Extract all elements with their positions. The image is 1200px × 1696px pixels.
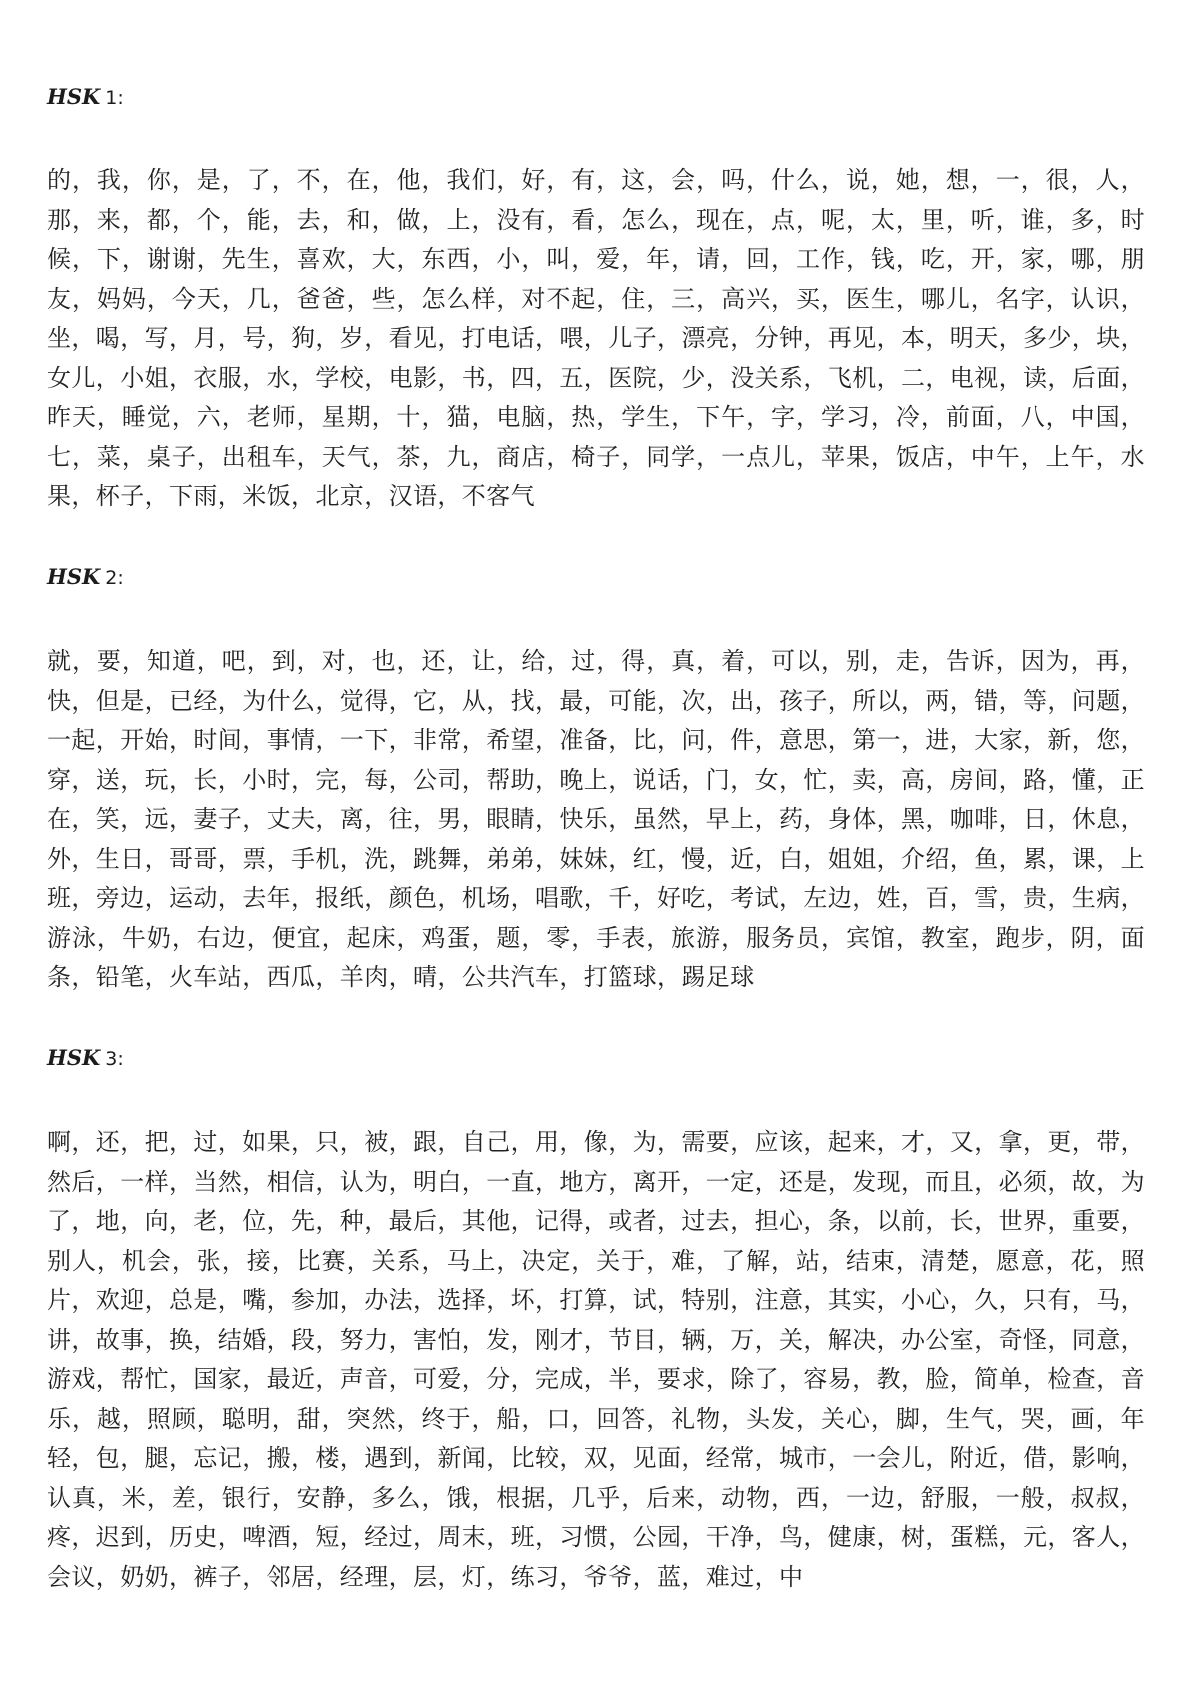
heading-number: 2: [105, 567, 124, 589]
word-list-hsk1: 的，我，你，是，了，不，在，他，我们，好，有，这，会，吗，什么，说，她，想，一，很，人，那，来，都，个，能，去，和，做，上，没有，看，怎么，现在，点，呢，太，里，听，谁，多，时候，下，谢谢，先生，喜欢，大，东西，小，叫，爱，年，请，回，工作，钱，吃，开，家，哪，朋友，妈妈，今天，几，爸爸，些，怎么样，对不起，住，三，高兴，买，医生，哪儿，名字，认识，坐，喝，写，月，号，狗，岁，看见，打电话，喂，儿子，漂亮，分钟，再见，本，明天，多少，块，女儿，小姐，衣服，水，学校，电影，书，四，五，医院，少，没关系，飞机，二，电视，读，后面，昨天，睡觉，六，老师，星期，十，猫，电脑，热，学生，下午，字，学习，冷，前面，八，中国，七，菜，桌子，出租车，天气，茶，九，商店，椅子，同学，一点儿，苹果，饭店，中午，上午，水果，杯子，下雨，米饭，北京，汉语，不客气 [47, 166, 1145, 510]
word-list-hsk2: 就，要，知道，吧，到，对，也，还，让，给，过，得，真，着，可以，别，走，告诉，因为，再，快，但是，已经，为什么，觉得，它，从，找，最，可能，次，出，孩子，所以，两，错，等，问题，一起，开始，时间，事情，一下，非常，希望，准备，比，问，件，意思，第一，进，大家，新，您，穿，送，玩，长，小时，完，每，公司，帮助，晚上，说话，门，女，忙，卖，高，房间，路，懂，正在，笑，远，妻子，丈夫，离，往，男，眼睛，快乐，虽然，早上，药，身体，黑，咖啡，日，休息，外，生日，哥哥，票，手机，洗，跳舞，弟弟，妹妹，红，慢，近，白，姐姐，介绍，鱼，累，课，上班，旁边，运动，去年，报纸，颜色，机场，唱歌，千，好吃，考试，左边，姓，百，雪，贵，生病，游泳，牛奶，右边，便宜，起床，鸡蛋，题，零，手表，旅游，服务员，宾馆，教室，跑步，阴，面条，铅笔，火车站，西瓜，羊肉，晴，公共汽车，打篮球，踢足球 [47, 647, 1145, 991]
heading-number: 3: [105, 1048, 124, 1070]
word-list-hsk3: 啊，还，把，过，如果，只，被，跟，自己，用，像，为，需要，应该，起来，才，又，拿，更，带，然后，一样，当然，相信，认为，明白，一直，地方，离开，一定，还是，发现，而且，必须，故，为了，地，向，老，位，先，种，最后，其他，记得，或者，过去，担心，条，以前，长，世界，重要，别人，机会，张，接，比赛，关系，马上，决定，关于，难，了解，站，结束，清楚，愿意，花，照片，欢迎，总是，嘴，参加，办法，选择，坏，打算，试，特别，注意，其实，小心，久，只有，马，讲，故事，换，结婚，段，努力，害怕，发，刚才，节目，辆，万，关，解决，办公室，奇怪，同意，游戏，帮忙，国家，最近，声音，可爱，分，完成，半，要求，除了，容易，教，脸，简单，检查，音乐，越，照顾，聪明，甜，突然，终于，船，口，回答，礼物，头发，关心，脚，生气，哭，画，年轻，包，腿，忘记，搬，楼，遇到，新闻，比较，双，见面，经常，城市，一会儿，附近，借，影响，认真，米，差，银行，安静，多么，饿，根据，几乎，后来，动物，西，一边，舒服，一般，叔叔，疼，迟到，历史，啤酒，短，经过，周末，班，习惯，公园，干净，鸟，健康，树，蛋糕，元，客人，会议，奶奶，裤子，邻居，经理，层，灯，练习，爷爷，蓝，难过，中 [47, 1128, 1145, 1591]
heading-label: HSK [47, 1045, 101, 1070]
section-heading-hsk2 [47, 566, 124, 588]
section-heading-hsk3 [47, 1047, 124, 1069]
section-heading-hsk1 [47, 86, 124, 108]
heading-label: HSK [47, 84, 101, 109]
heading-label: HSK [47, 564, 101, 589]
heading-number: 1: [105, 87, 124, 109]
